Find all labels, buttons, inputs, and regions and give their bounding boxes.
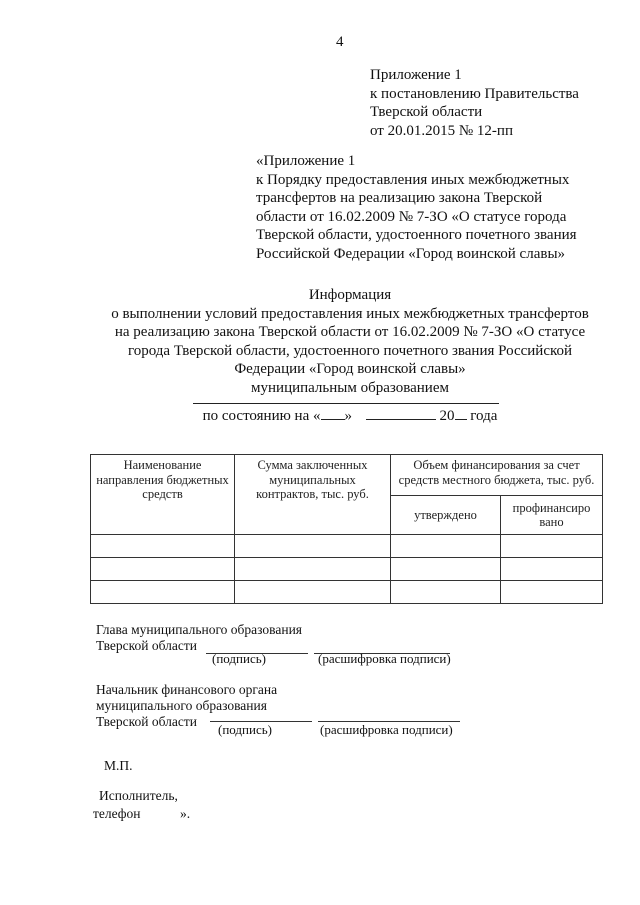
head-sign-caption: (подпись): [212, 651, 266, 666]
head-signature-block: [96, 622, 302, 654]
appendix-header-line: от 20.01.2015 № 12-пп: [370, 122, 513, 139]
table-cell: [501, 535, 603, 558]
table-cell: [235, 558, 391, 581]
table-row: [91, 535, 603, 558]
header-sum: Сумма заключенных муниципальных контрактов, тыс. руб.: [235, 455, 391, 535]
finance-sign-caption: (подпись): [218, 722, 272, 737]
title-line: муниципальным образованием: [251, 379, 449, 396]
appendix-quote-line: «Приложение 1: [256, 153, 356, 169]
closing-quote: ».: [180, 806, 191, 821]
table-cell: [235, 581, 391, 604]
appendix-quote-line: к Порядку предоставления иных межбюджетных: [256, 171, 570, 188]
phone-label: телефон: [93, 806, 141, 821]
table-cell: [391, 535, 501, 558]
head-decode-caption: (расшифровка подписи): [318, 651, 451, 666]
stamp-place: М.П.: [104, 758, 133, 773]
financing-table: [90, 454, 603, 604]
header-name: Наименование направления бюджетных средств: [91, 455, 235, 535]
finance-title-line: Начальник финансового органа: [96, 682, 278, 697]
document-title: [60, 286, 640, 397]
year-blank: [455, 407, 467, 420]
table-cell: [391, 558, 501, 581]
table-cell: [501, 558, 603, 581]
appendix-quote: [256, 152, 577, 263]
finance-decode-caption: (расшифровка подписи): [320, 722, 453, 737]
year-prefix: 20: [439, 408, 455, 424]
table-cell: [501, 581, 603, 604]
header-financed: профинансиро вано: [501, 496, 603, 535]
head-region-line: Тверской области: [96, 638, 197, 653]
status-suffix: года: [470, 408, 498, 424]
finance-region-line: Тверской области: [96, 714, 197, 729]
title-line: о выполнении условий предоставления иных межбюджетных трансфертов: [111, 305, 589, 322]
appendix-header-line: Тверской области: [370, 104, 483, 120]
status-mid: »: [344, 408, 352, 424]
table-row: [91, 558, 603, 581]
appendix-header: [370, 66, 579, 140]
header-approved: утверждено: [391, 496, 501, 535]
appendix-quote-line: Тверской области, удостоенного почетного звания: [256, 227, 577, 243]
executor-label: Исполнитель,: [99, 788, 178, 803]
appendix-quote-line: Российской Федерации «Город воинской славы»: [256, 245, 566, 262]
table-cell: [391, 581, 501, 604]
table-cell: [235, 535, 391, 558]
status-prefix: по состоянию на «: [202, 408, 321, 424]
title-line: Федерации «Город воинской славы»: [234, 361, 466, 377]
appendix-quote-line: трансфертов на реализацию закона Тверской: [256, 190, 543, 206]
appendix-header-line: к постановлению Правительства: [370, 85, 579, 102]
month-blank: [366, 407, 436, 420]
head-title-line: Глава муниципального образования: [96, 622, 303, 637]
table-cell: [91, 535, 235, 558]
finance-org-line: муниципального образования: [96, 698, 267, 713]
page-number: 4: [336, 34, 344, 50]
appendix-quote-line: области от 16.02.2009 № 7-ЗО «О статусе города: [256, 208, 567, 225]
title-line: на реализацию закона Тверской области от 16.02.2009 № 7-ЗО «О статусе: [114, 324, 586, 340]
table-cell: [91, 581, 235, 604]
header-volume: Объем финансирования за счет средств местного бюджета, тыс. руб.: [391, 455, 603, 496]
table-cell: [91, 558, 235, 581]
table-row: [91, 581, 603, 604]
day-blank: [321, 407, 345, 420]
municipality-blank-line: [193, 403, 499, 404]
title-heading: Информация: [308, 287, 392, 303]
title-line: города Тверской области, удостоенного почетного звания Российской: [127, 342, 573, 359]
appendix-header-line: Приложение 1: [370, 67, 462, 83]
status-date-line: [60, 407, 640, 425]
